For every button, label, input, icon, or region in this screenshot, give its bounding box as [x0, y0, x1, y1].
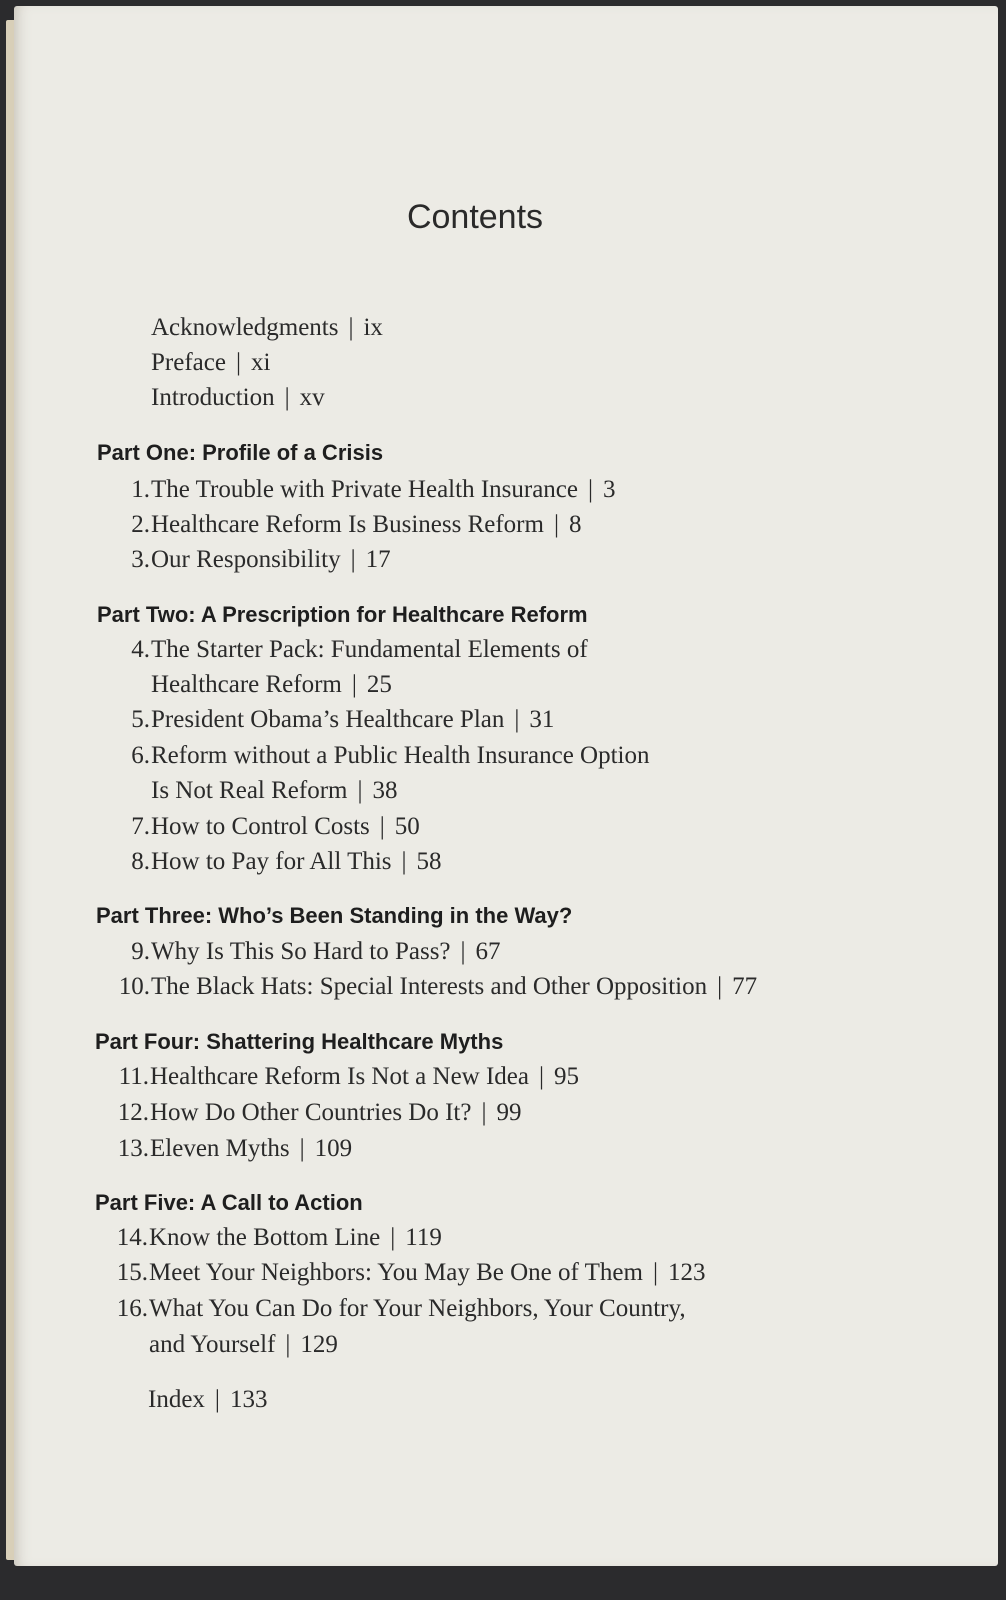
toc-entry-continued: Is Not Real Reform | 38 [151, 777, 398, 804]
chapter-number: 14. [116, 1224, 148, 1251]
entry-label: Index [148, 1386, 205, 1413]
chapter-page: 25 [366, 671, 392, 698]
chapter-number: 9. [131, 938, 150, 965]
chapter-title: President Obama’s Healthcare Plan [151, 706, 505, 733]
chapter-title: The Starter Pack: Fundamental Elements of [151, 636, 588, 663]
chapter-title: Healthcare Reform Is Business Reform [151, 511, 544, 538]
part-heading: Part Five: A Call to Action [95, 1190, 363, 1215]
page-title: Contents [406, 198, 544, 236]
chapter-number: 11. [118, 1063, 149, 1090]
chapter-number: 4. [131, 636, 150, 663]
chapter-title: Why Is This So Hard to Pass? [151, 938, 451, 965]
chapter-page: 38 [372, 777, 398, 804]
chapter-number: 2. [131, 511, 150, 538]
chapter-title: Meet Your Neighbors: You May Be One of Them [149, 1259, 643, 1286]
chapter-number: 3. [131, 546, 150, 573]
chapter-page: 31 [529, 706, 555, 733]
chapter-title: Know the Bottom Line [149, 1224, 381, 1251]
chapter-page: 123 [668, 1259, 706, 1286]
chapter-page: 8 [568, 511, 582, 538]
chapter-title-cont: and Yourself [149, 1331, 276, 1358]
entry-page: xv [299, 384, 325, 411]
toc-entry: Index | 133 [148, 1386, 268, 1413]
chapter-title-cont: Is Not Real Reform [151, 777, 348, 804]
part-heading: Part One: Profile of a Crisis [97, 440, 384, 465]
entry-page: xi [250, 349, 271, 376]
chapter-number: 1. [131, 476, 150, 503]
chapter-page: 109 [314, 1135, 353, 1162]
chapter-title: How to Control Costs [151, 813, 370, 840]
chapter-title: How to Pay for All This [151, 848, 392, 875]
entry-label: Acknowledgments [151, 314, 339, 341]
chapter-page: 67 [475, 938, 501, 965]
chapter-number: 10. [118, 973, 150, 1000]
chapter-page: 129 [300, 1331, 338, 1358]
chapter-page: 17 [365, 546, 391, 573]
chapter-number: 12. [117, 1099, 149, 1126]
chapter-number: 13. [117, 1135, 149, 1162]
entry-label: Preface [151, 349, 226, 376]
toc-entry: Introduction | xv [151, 384, 325, 411]
chapter-title: Reform without a Public Health Insurance Option [151, 742, 650, 769]
chapter-page: 58 [416, 848, 442, 875]
chapter-page: 119 [405, 1224, 442, 1251]
toc-entry-continued: Healthcare Reform | 25 [151, 671, 392, 698]
chapter-title: Healthcare Reform Is Not a New Idea [150, 1063, 529, 1090]
chapter-title-cont: Healthcare Reform [151, 671, 342, 698]
part-heading: Part Three: Who’s Been Standing in the Way? [96, 903, 573, 928]
entry-page: ix [363, 314, 383, 341]
chapter-title: How Do Other Countries Do It? [150, 1099, 472, 1126]
chapter-number: 16. [116, 1295, 148, 1322]
chapter-number: 7. [131, 813, 150, 840]
chapter-page: 99 [496, 1099, 522, 1126]
chapter-title: Our Responsibility [151, 546, 341, 573]
book-page: Contents Acknowledgments | ix Preface | xi Introduction | xv Part One: Profile of a Crisis 1. The Trouble with Private Health Insurance | 3 2. Healthcare Reform Is Business Reform | 8 3. Our Responsibility | 17 Part Two: A Prescription for Healthcare Reform 4. The Starter Pack: Fundamental Elements of Healthcare Reform | 25 5. President Obama’s Healthcare Plan | 31 6. Reform without a Public Health Insurance Option Is Not Real Reform | 38 7. How to Control Costs | 50 8. How to Pay for All This | 58 Part Three: Who’s Been Standing in the Way? 9. Why Is This So Hard to Pass? | 67 10. The Black Hats: Special Interests and Other Opposition | 77 Part Four: Shattering Healthcare Myths 11. Healthcare Reform Is Not a New Idea | 95 12. How Do Other Countries Do It? | 99 13. Eleven Myths | 109 Part Five: A Call to Action 14. Know the Bottom Line | 119 15. Meet Your Neighbors: You May Be One of Them | 123 16. What You Can Do for Your Neighbors, Your Country, and Yourself | 129 Index | 133 [14, 6, 998, 1566]
chapter-page: 50 [394, 813, 420, 840]
chapter-number: 8. [131, 848, 150, 875]
chapter-title: Eleven Myths [150, 1135, 290, 1162]
chapter-page: 3 [603, 476, 616, 503]
entry-page: 133 [229, 1386, 268, 1413]
part-heading: Part Two: A Prescription for Healthcare Reform [97, 602, 588, 627]
entry-label: Introduction [151, 384, 275, 411]
toc-entry-continued: and Yourself | 129 [149, 1331, 338, 1358]
part-heading: Part Four: Shattering Healthcare Myths [95, 1029, 504, 1054]
chapter-number: 6. [131, 742, 150, 769]
chapter-page: 95 [554, 1063, 580, 1090]
chapter-number: 5. [131, 706, 150, 733]
chapter-title: What You Can Do for Your Neighbors, Your Country, [149, 1295, 686, 1322]
toc-entry: Preface | xi [151, 349, 271, 376]
chapter-title: The Black Hats: Special Interests and Other Opposition [151, 973, 708, 1000]
chapter-page: 77 [732, 973, 758, 1000]
toc-entry: Acknowledgments | ix [151, 314, 383, 341]
chapter-title: The Trouble with Private Health Insurance [151, 476, 578, 503]
chapter-number: 15. [116, 1259, 148, 1286]
